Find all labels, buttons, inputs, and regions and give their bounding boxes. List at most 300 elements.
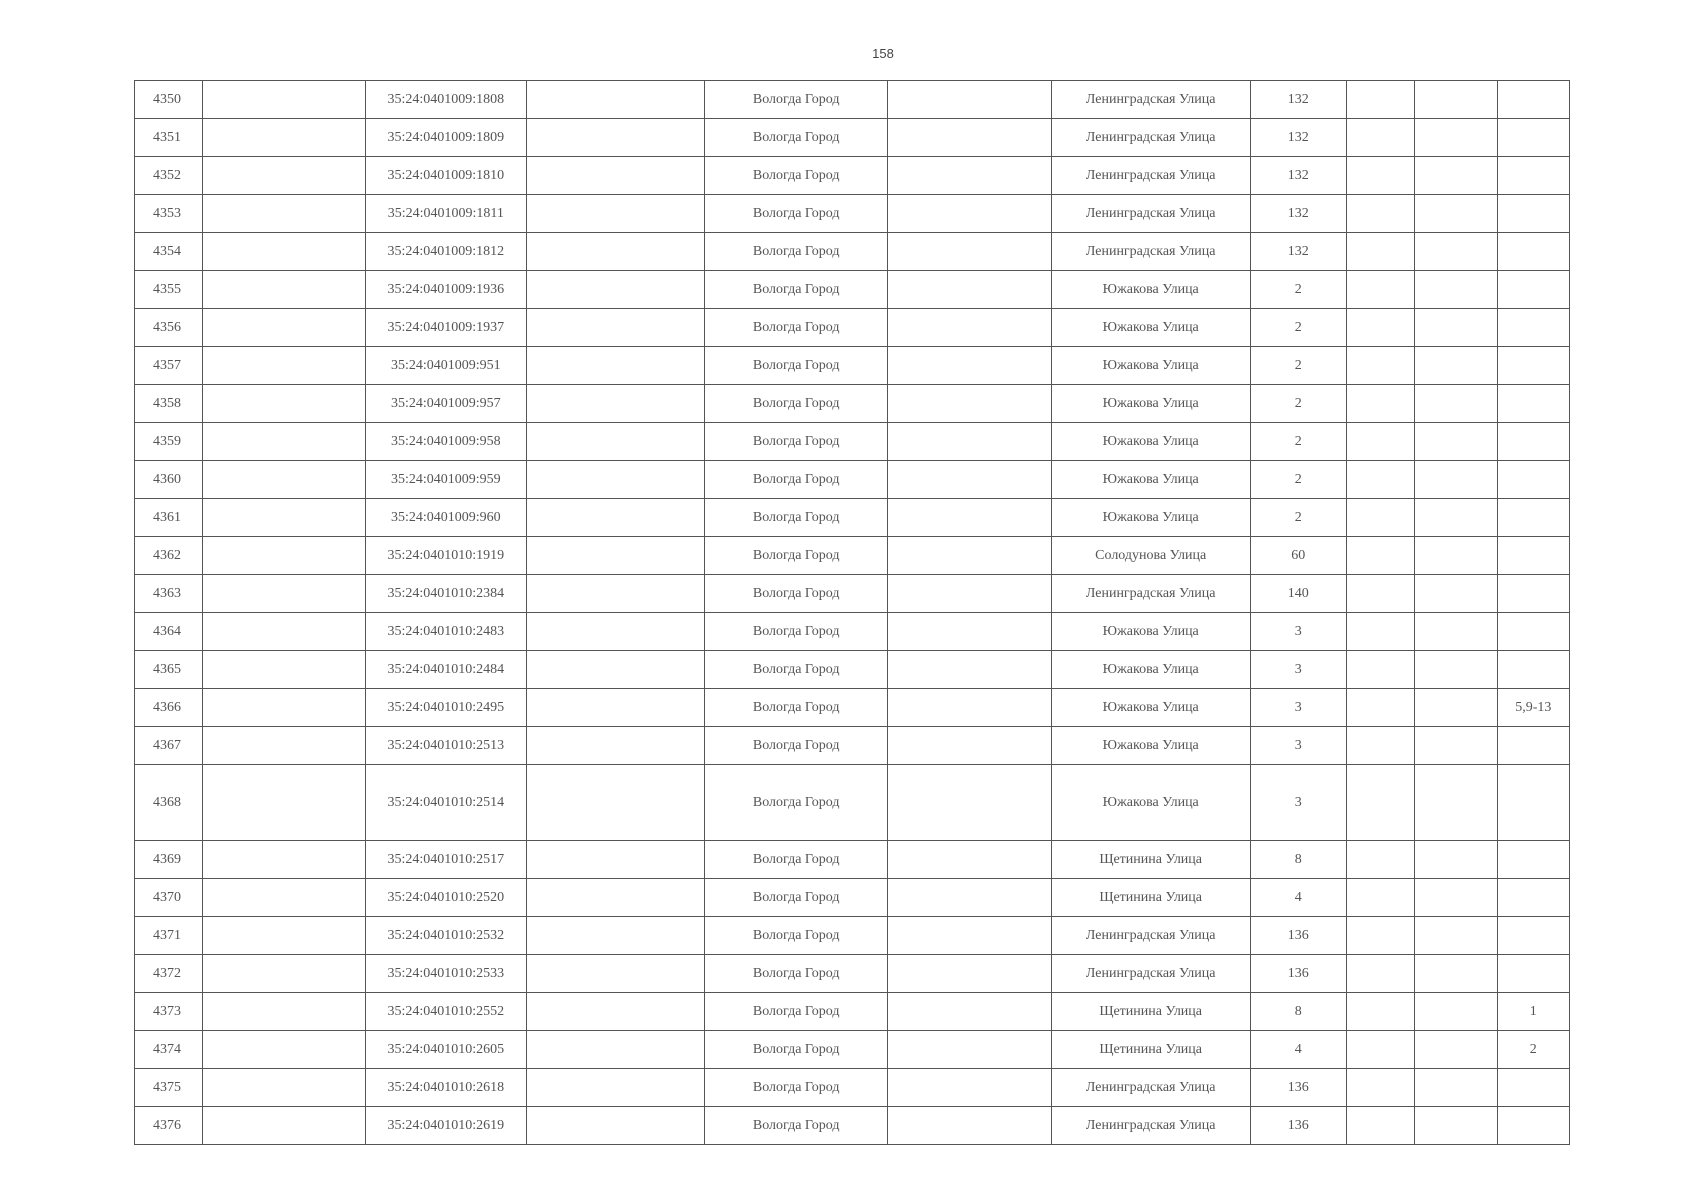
table-row	[135, 1107, 1570, 1145]
cell-empty	[888, 613, 1052, 651]
cell-street: Ленинградская Улица	[1051, 157, 1250, 195]
cell-empty	[888, 233, 1052, 271]
cell-cadastral-number: 35:24:0401009:1808	[365, 81, 526, 119]
cell-empty	[888, 423, 1052, 461]
cell-settlement: Вологда Город	[705, 499, 888, 537]
table-row	[135, 537, 1570, 575]
cell-empty	[1346, 917, 1414, 955]
table-row	[135, 423, 1570, 461]
cell-empty	[888, 955, 1052, 993]
table-row	[135, 461, 1570, 499]
cell-street: Щетинина Улица	[1051, 841, 1250, 879]
cell-apartment	[1497, 1069, 1569, 1107]
cell-street: Ленинградская Улица	[1051, 233, 1250, 271]
cell-empty	[203, 233, 366, 271]
cell-settlement: Вологда Город	[705, 575, 888, 613]
cell-empty	[203, 651, 366, 689]
cell-empty	[1346, 423, 1414, 461]
cell-cadastral-number: 35:24:0401010:2513	[365, 727, 526, 765]
cell-empty	[1346, 1107, 1414, 1145]
cell-cadastral-number: 35:24:0401010:2533	[365, 955, 526, 993]
table-row	[135, 195, 1570, 233]
cell-number: 4363	[135, 575, 203, 613]
cell-settlement: Вологда Город	[705, 955, 888, 993]
cell-settlement: Вологда Город	[705, 727, 888, 765]
cell-cadastral-number: 35:24:0401009:1812	[365, 233, 526, 271]
cell-house: 8	[1250, 993, 1346, 1031]
table-row	[135, 841, 1570, 879]
cell-house: 132	[1250, 157, 1346, 195]
cell-street: Ленинградская Улица	[1051, 1069, 1250, 1107]
cell-empty	[1346, 575, 1414, 613]
cell-empty	[888, 993, 1052, 1031]
cell-apartment: 1	[1497, 993, 1569, 1031]
cell-number: 4361	[135, 499, 203, 537]
cell-number: 4357	[135, 347, 203, 385]
cell-empty	[888, 841, 1052, 879]
cell-street: Ленинградская Улица	[1051, 917, 1250, 955]
cell-empty	[526, 1031, 705, 1069]
cell-empty	[203, 271, 366, 309]
cell-empty	[1415, 423, 1497, 461]
cell-empty	[888, 575, 1052, 613]
cell-house: 2	[1250, 347, 1346, 385]
cell-empty	[888, 347, 1052, 385]
cell-empty	[888, 1107, 1052, 1145]
cell-empty	[1346, 993, 1414, 1031]
cell-empty	[203, 537, 366, 575]
cell-apartment	[1497, 727, 1569, 765]
cell-street: Южакова Улица	[1051, 689, 1250, 727]
cell-empty	[888, 499, 1052, 537]
cell-empty	[888, 195, 1052, 233]
cell-settlement: Вологда Город	[705, 1031, 888, 1069]
table-row	[135, 81, 1570, 119]
cell-empty	[1346, 461, 1414, 499]
cell-street: Щетинина Улица	[1051, 993, 1250, 1031]
cell-empty	[203, 955, 366, 993]
cell-empty	[1346, 1031, 1414, 1069]
cell-street: Южакова Улица	[1051, 651, 1250, 689]
cell-number: 4376	[135, 1107, 203, 1145]
cell-cadastral-number: 35:24:0401009:1936	[365, 271, 526, 309]
cell-number: 4365	[135, 651, 203, 689]
cell-empty	[888, 765, 1052, 841]
cell-number: 4352	[135, 157, 203, 195]
cell-street: Южакова Улица	[1051, 347, 1250, 385]
cell-apartment	[1497, 461, 1569, 499]
cell-empty	[1346, 119, 1414, 157]
cell-empty	[1415, 1031, 1497, 1069]
cell-empty	[203, 461, 366, 499]
cell-empty	[1346, 879, 1414, 917]
cell-empty	[526, 651, 705, 689]
cell-apartment	[1497, 879, 1569, 917]
cell-empty	[526, 765, 705, 841]
cell-settlement: Вологда Город	[705, 309, 888, 347]
cell-house: 136	[1250, 1069, 1346, 1107]
page-number: 158	[872, 46, 894, 61]
cell-empty	[1415, 613, 1497, 651]
cell-empty	[1415, 233, 1497, 271]
cell-empty	[526, 841, 705, 879]
registry-table	[134, 80, 1570, 1145]
cell-empty	[888, 1069, 1052, 1107]
cell-street: Ленинградская Улица	[1051, 1107, 1250, 1145]
cell-apartment	[1497, 233, 1569, 271]
cell-empty	[203, 575, 366, 613]
cell-empty	[1415, 347, 1497, 385]
cell-empty	[203, 499, 366, 537]
cell-apartment	[1497, 1107, 1569, 1145]
cell-empty	[888, 1031, 1052, 1069]
cell-street: Южакова Улица	[1051, 423, 1250, 461]
table-row	[135, 765, 1570, 841]
table-row	[135, 1069, 1570, 1107]
table-row	[135, 347, 1570, 385]
cell-street: Южакова Улица	[1051, 461, 1250, 499]
cell-empty	[1415, 727, 1497, 765]
cell-street: Южакова Улица	[1051, 309, 1250, 347]
cell-street: Щетинина Улица	[1051, 879, 1250, 917]
cell-apartment: 5,9-13	[1497, 689, 1569, 727]
cell-street: Ленинградская Улица	[1051, 195, 1250, 233]
cell-empty	[526, 993, 705, 1031]
cell-empty	[1346, 309, 1414, 347]
cell-empty	[526, 917, 705, 955]
cell-house: 132	[1250, 81, 1346, 119]
cell-empty	[526, 233, 705, 271]
cell-apartment	[1497, 841, 1569, 879]
cell-cadastral-number: 35:24:0401010:2619	[365, 1107, 526, 1145]
cell-house: 132	[1250, 233, 1346, 271]
cell-cadastral-number: 35:24:0401009:959	[365, 461, 526, 499]
cell-apartment	[1497, 651, 1569, 689]
cell-apartment	[1497, 423, 1569, 461]
cell-street: Южакова Улица	[1051, 385, 1250, 423]
cell-empty	[1346, 537, 1414, 575]
cell-settlement: Вологда Город	[705, 613, 888, 651]
cell-cadastral-number: 35:24:0401010:2384	[365, 575, 526, 613]
cell-cadastral-number: 35:24:0401010:2484	[365, 651, 526, 689]
cell-settlement: Вологда Город	[705, 993, 888, 1031]
cell-street: Южакова Улица	[1051, 613, 1250, 651]
cell-house: 140	[1250, 575, 1346, 613]
cell-number: 4359	[135, 423, 203, 461]
cell-empty	[203, 119, 366, 157]
cell-empty	[1415, 461, 1497, 499]
table-row	[135, 727, 1570, 765]
cell-apartment	[1497, 309, 1569, 347]
cell-empty	[1415, 841, 1497, 879]
cell-number: 4364	[135, 613, 203, 651]
table-row	[135, 499, 1570, 537]
cell-empty	[203, 879, 366, 917]
cell-number: 4351	[135, 119, 203, 157]
cell-settlement: Вологда Город	[705, 651, 888, 689]
cell-settlement: Вологда Город	[705, 423, 888, 461]
cell-settlement: Вологда Город	[705, 917, 888, 955]
cell-apartment	[1497, 613, 1569, 651]
cell-empty	[1346, 499, 1414, 537]
cell-house: 8	[1250, 841, 1346, 879]
cell-empty	[526, 955, 705, 993]
cell-house: 4	[1250, 1031, 1346, 1069]
cell-house: 4	[1250, 879, 1346, 917]
cell-apartment	[1497, 195, 1569, 233]
cell-empty	[203, 81, 366, 119]
cell-empty	[1415, 309, 1497, 347]
table-row	[135, 385, 1570, 423]
cell-apartment: 2	[1497, 1031, 1569, 1069]
cell-empty	[1415, 955, 1497, 993]
table-row	[135, 879, 1570, 917]
cell-empty	[888, 689, 1052, 727]
cell-empty	[1346, 233, 1414, 271]
cell-house: 136	[1250, 955, 1346, 993]
cell-empty	[1415, 1107, 1497, 1145]
table-row	[135, 309, 1570, 347]
cell-number: 4356	[135, 309, 203, 347]
cell-empty	[1415, 537, 1497, 575]
cell-house: 132	[1250, 119, 1346, 157]
cell-cadastral-number: 35:24:0401009:1810	[365, 157, 526, 195]
cell-empty	[526, 271, 705, 309]
cell-cadastral-number: 35:24:0401010:2605	[365, 1031, 526, 1069]
table-row	[135, 651, 1570, 689]
cell-house: 2	[1250, 423, 1346, 461]
cell-cadastral-number: 35:24:0401009:951	[365, 347, 526, 385]
cell-empty	[1346, 727, 1414, 765]
cell-house: 2	[1250, 309, 1346, 347]
cell-number: 4354	[135, 233, 203, 271]
table-body	[135, 81, 1570, 1145]
cell-apartment	[1497, 271, 1569, 309]
cell-apartment	[1497, 81, 1569, 119]
cell-number: 4372	[135, 955, 203, 993]
cell-apartment	[1497, 119, 1569, 157]
cell-apartment	[1497, 955, 1569, 993]
cell-cadastral-number: 35:24:0401009:958	[365, 423, 526, 461]
cell-empty	[203, 195, 366, 233]
cell-house: 136	[1250, 917, 1346, 955]
cell-street: Ленинградская Улица	[1051, 119, 1250, 157]
cell-cadastral-number: 35:24:0401010:2532	[365, 917, 526, 955]
cell-number: 4350	[135, 81, 203, 119]
cell-apartment	[1497, 385, 1569, 423]
cell-settlement: Вологда Город	[705, 461, 888, 499]
cell-settlement: Вологда Город	[705, 385, 888, 423]
cell-empty	[203, 1107, 366, 1145]
cell-empty	[1415, 499, 1497, 537]
cell-settlement: Вологда Город	[705, 765, 888, 841]
cell-empty	[1415, 689, 1497, 727]
cell-cadastral-number: 35:24:0401010:2517	[365, 841, 526, 879]
cell-number: 4367	[135, 727, 203, 765]
cell-empty	[1415, 765, 1497, 841]
cell-cadastral-number: 35:24:0401010:2495	[365, 689, 526, 727]
table-row	[135, 689, 1570, 727]
table-row	[135, 157, 1570, 195]
cell-empty	[203, 917, 366, 955]
cell-empty	[888, 309, 1052, 347]
table-row	[135, 119, 1570, 157]
cell-settlement: Вологда Город	[705, 537, 888, 575]
cell-cadastral-number: 35:24:0401010:2618	[365, 1069, 526, 1107]
cell-empty	[888, 879, 1052, 917]
cell-apartment	[1497, 917, 1569, 955]
table-row	[135, 955, 1570, 993]
cell-empty	[1415, 917, 1497, 955]
cell-empty	[1346, 613, 1414, 651]
cell-empty	[203, 157, 366, 195]
cell-street: Солодунова Улица	[1051, 537, 1250, 575]
cell-number: 4355	[135, 271, 203, 309]
table-row	[135, 613, 1570, 651]
cell-street: Южакова Улица	[1051, 271, 1250, 309]
cell-empty	[526, 309, 705, 347]
cell-number: 4362	[135, 537, 203, 575]
cell-empty	[203, 385, 366, 423]
cell-street: Ленинградская Улица	[1051, 575, 1250, 613]
cell-empty	[526, 499, 705, 537]
cell-cadastral-number: 35:24:0401009:1809	[365, 119, 526, 157]
table-row	[135, 575, 1570, 613]
cell-empty	[1415, 651, 1497, 689]
cell-empty	[203, 613, 366, 651]
cell-empty	[888, 271, 1052, 309]
table-row	[135, 917, 1570, 955]
cell-empty	[888, 385, 1052, 423]
cell-house: 3	[1250, 689, 1346, 727]
cell-empty	[203, 1069, 366, 1107]
cell-empty	[526, 879, 705, 917]
cell-empty	[526, 195, 705, 233]
cell-apartment	[1497, 499, 1569, 537]
table-row	[135, 1031, 1570, 1069]
cell-empty	[526, 347, 705, 385]
cell-empty	[888, 537, 1052, 575]
cell-number: 4353	[135, 195, 203, 233]
cell-empty	[888, 651, 1052, 689]
cell-empty	[1346, 81, 1414, 119]
cell-apartment	[1497, 537, 1569, 575]
cell-cadastral-number: 35:24:0401010:2552	[365, 993, 526, 1031]
cell-number: 4360	[135, 461, 203, 499]
cell-house: 2	[1250, 499, 1346, 537]
cell-empty	[1346, 385, 1414, 423]
cell-empty	[203, 765, 366, 841]
cell-empty	[1346, 157, 1414, 195]
cell-empty	[1415, 119, 1497, 157]
cell-settlement: Вологда Город	[705, 1069, 888, 1107]
cell-empty	[1415, 1069, 1497, 1107]
cell-empty	[1415, 81, 1497, 119]
cell-empty	[203, 347, 366, 385]
cell-empty	[1415, 575, 1497, 613]
cell-empty	[1346, 195, 1414, 233]
cell-empty	[888, 81, 1052, 119]
cell-street: Ленинградская Улица	[1051, 955, 1250, 993]
cell-empty	[203, 309, 366, 347]
cell-street: Южакова Улица	[1051, 727, 1250, 765]
cell-apartment	[1497, 157, 1569, 195]
cell-empty	[1346, 841, 1414, 879]
cell-number: 4374	[135, 1031, 203, 1069]
cell-settlement: Вологда Город	[705, 879, 888, 917]
cell-empty	[1346, 651, 1414, 689]
cell-empty	[203, 1031, 366, 1069]
cell-empty	[1346, 271, 1414, 309]
cell-street: Южакова Улица	[1051, 765, 1250, 841]
cell-cadastral-number: 35:24:0401010:2520	[365, 879, 526, 917]
cell-cadastral-number: 35:24:0401010:1919	[365, 537, 526, 575]
cell-settlement: Вологда Город	[705, 157, 888, 195]
cell-empty	[526, 537, 705, 575]
cell-empty	[526, 461, 705, 499]
cell-cadastral-number: 35:24:0401009:1937	[365, 309, 526, 347]
cell-empty	[1415, 385, 1497, 423]
cell-house: 2	[1250, 461, 1346, 499]
cell-house: 3	[1250, 727, 1346, 765]
cell-settlement: Вологда Город	[705, 271, 888, 309]
cell-number: 4368	[135, 765, 203, 841]
cell-house: 136	[1250, 1107, 1346, 1145]
cell-house: 3	[1250, 613, 1346, 651]
cell-settlement: Вологда Город	[705, 689, 888, 727]
cell-empty	[526, 423, 705, 461]
cell-empty	[1346, 955, 1414, 993]
table-row	[135, 993, 1570, 1031]
cell-empty	[1346, 347, 1414, 385]
cell-house: 3	[1250, 651, 1346, 689]
cell-settlement: Вологда Город	[705, 233, 888, 271]
cell-empty	[526, 81, 705, 119]
cell-empty	[1415, 195, 1497, 233]
cell-empty	[888, 917, 1052, 955]
cell-number: 4371	[135, 917, 203, 955]
cell-empty	[526, 157, 705, 195]
cell-empty	[526, 385, 705, 423]
cell-empty	[203, 423, 366, 461]
cell-settlement: Вологда Город	[705, 81, 888, 119]
cell-empty	[526, 613, 705, 651]
cell-empty	[203, 993, 366, 1031]
cell-street: Ленинградская Улица	[1051, 81, 1250, 119]
cell-cadastral-number: 35:24:0401009:957	[365, 385, 526, 423]
cell-cadastral-number: 35:24:0401010:2514	[365, 765, 526, 841]
cell-empty	[1346, 765, 1414, 841]
cell-street: Щетинина Улица	[1051, 1031, 1250, 1069]
cell-empty	[1346, 689, 1414, 727]
cell-street: Южакова Улица	[1051, 499, 1250, 537]
cell-house: 132	[1250, 195, 1346, 233]
cell-apartment	[1497, 575, 1569, 613]
cell-house: 60	[1250, 537, 1346, 575]
table-row	[135, 271, 1570, 309]
cell-house: 2	[1250, 271, 1346, 309]
cell-empty	[526, 575, 705, 613]
cell-number: 4366	[135, 689, 203, 727]
cell-cadastral-number: 35:24:0401010:2483	[365, 613, 526, 651]
cell-empty	[526, 727, 705, 765]
cell-house: 2	[1250, 385, 1346, 423]
cell-settlement: Вологда Город	[705, 195, 888, 233]
cell-settlement: Вологда Город	[705, 1107, 888, 1145]
cell-number: 4373	[135, 993, 203, 1031]
cell-settlement: Вологда Город	[705, 347, 888, 385]
cell-empty	[1346, 1069, 1414, 1107]
